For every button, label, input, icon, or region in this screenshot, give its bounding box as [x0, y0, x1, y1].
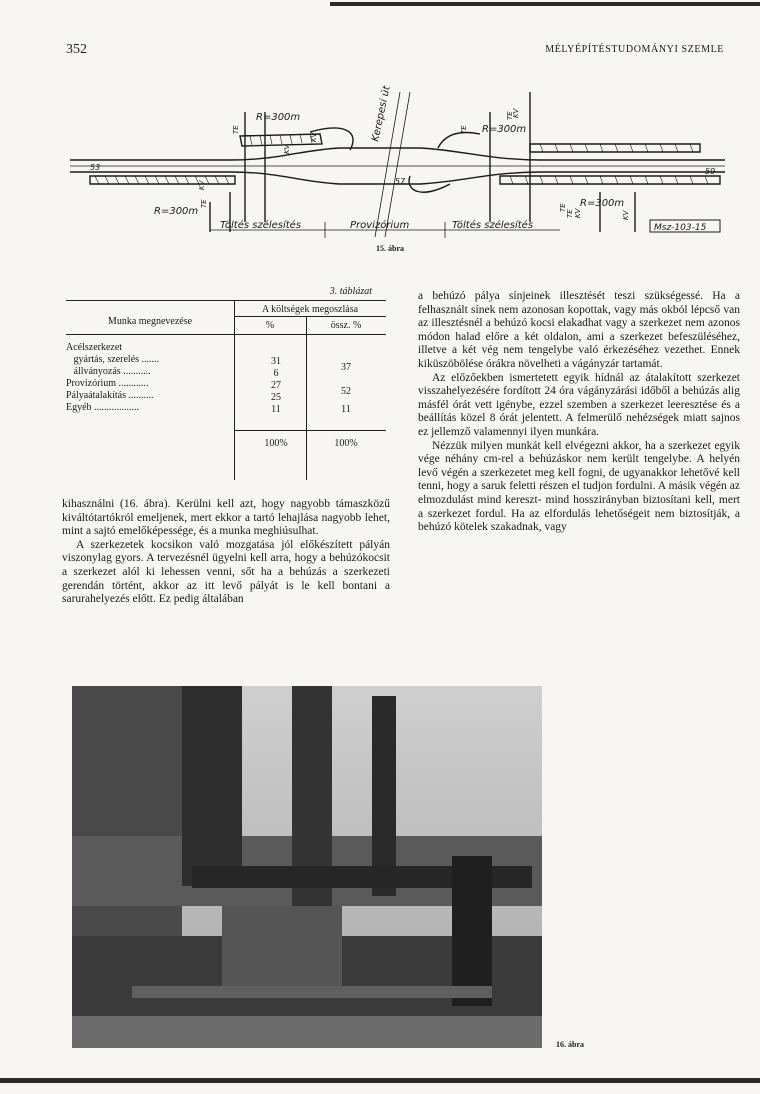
journal-title: MÉLYÉPÍTÉSTUDOMÁNYI SZEMLE [545, 44, 724, 55]
kv-mark-b2: KV [574, 208, 582, 218]
te-mark-3: TE [200, 199, 208, 208]
kv-mark-4: KV [622, 210, 630, 220]
table-vrule-2 [306, 316, 307, 480]
segment-label-3: Töltés szélesítés [452, 220, 534, 231]
te-mark-1: TE [232, 125, 240, 134]
bottom-rule [0, 1078, 760, 1083]
left-column [62, 498, 390, 607]
radius-label-top-left: R=300m [256, 112, 301, 123]
road-label: Kerepesi út [370, 85, 393, 143]
te-mark-b2: TE [566, 209, 574, 218]
right-column [418, 290, 740, 535]
page-number: 352 [66, 42, 87, 57]
te-mark-2: TE [460, 125, 468, 134]
km-label-left: 53 [90, 163, 101, 172]
kv-mark-3: KV [198, 180, 206, 190]
table-3: 3. táblázat Munka megnevezése A költségek megoszlása % össz. % Acélszerkezet gyártás, szerelés ....... 31 37 állványozás ........... 6 Provizórium ............ 27 52 Pályaátalakítás .......... 25 Egyéb .................. 11 11 100% 100% [66, 286, 386, 486]
kv-mark-2: KV [512, 108, 520, 118]
figure-15-caption: 15. ábra [376, 244, 404, 253]
kv-mark-b1: KV [310, 132, 318, 142]
track-diagram-svg [60, 72, 730, 252]
km-label-right: 59 [705, 167, 716, 176]
radius-label-bottom-left: R=300m [154, 206, 199, 217]
left-paragraph-1: kihasználni (16. ábra). Kerülni kell azt, hogy nagyobb támaszközű kiváltótartókról emeljenek, mert ekkor a tartó lehajlása nagyobb lehet, mint a sajtó emelőképessége, és a munka meghiúsulhat. [62, 498, 390, 538]
right-paragraph-1: a behúzó pálya sínjeinek illesztését teszi szükségessé. Ha a felhasznált sínek nem azonosan kopottak, vagy más okból lépcső van az illesztésnél a behúzó kocsi elakadhat vagy a szerkezet nem azonos módon halad előre a két oldalon, ami a szerkezet befeszüléséhez, illetve a két vég nem tengelybe való érkezéséhez vezethet. Ennek kiküszöbölése órákra növelheti a vágányzár tartamát. [418, 290, 740, 370]
header-work: Munka megnevezése [107, 316, 193, 327]
radius-label-bottom-right: R=300m [580, 198, 625, 209]
figure-16-caption: 16. ábra [556, 1040, 584, 1049]
table-sum-rule [234, 430, 386, 431]
right-paragraph-2: Az előzőekben ismertetett egyik hídnál az átalakított szerkezet visszahelyezésére fordított 24 óra vágányzárási időből a behúzás alig másfél órát vett igénybe, ezzel szemben a szerkezet leeresztése és a beállítás közel 8 órát jelentett. A felmerülő nehézségek miatt sajnos ez jellemző valamennyi ilyen munkára. [418, 371, 740, 438]
sum-pct: 100% [264, 438, 288, 449]
figure-16-photo [72, 686, 542, 1048]
figure-15-track-diagram [60, 72, 730, 252]
drawing-code: Msz-103-15 [654, 223, 707, 233]
left-paragraph-2: A szerkezetek kocsikon való mozgatása jól előkészített pályán viszonylag gyors. A tervezésnél ügyelni kell arra, hogy a behúzókocsit a szerkezet alól ki lehessen venni, sőt ha a behúzás a szerkezeti gerendán történt, akkor az itt levő pályát is le kell bontani a sarurahelyezés előtt. Ez pedig általában [62, 538, 390, 606]
top-rule [330, 2, 760, 6]
header-pct: % [265, 320, 275, 331]
km-label-mid: 57 [395, 177, 406, 186]
table-top-rule [66, 300, 386, 301]
sum-total: 100% [334, 438, 358, 449]
table-header-rule [66, 334, 386, 335]
right-paragraph-3: Nézzük milyen munkát kell elvégezni akkor, ha a szerkezet egyik vége néhány cm-rel a behúzáskor nem került tengelybe. A helyén levő végén a szerkezetet meg kell fogni, de ugyanakkor lehetővé kell tenni, hogy a saruk feletti részen el tudjon fordulni. A másik végén az elmozdulást mind kereszt- mind hosszirányban biztosítani kell, mert a szerkezet fordul. Ha az elfordulás lehetőségeit nem biztosítják, a behúzó kötelek szakadnak, vagy [418, 439, 740, 534]
te-mark-4: TE [559, 203, 567, 212]
te-mark-b1: TE [506, 111, 514, 120]
table-label: 3. táblázat [329, 286, 372, 297]
radius-label-top-right: R=300m [482, 124, 527, 135]
header-total: össz. % [330, 320, 362, 331]
page-header [66, 42, 724, 58]
kv-mark-1: KV [283, 144, 291, 154]
photo-illustration [72, 686, 542, 1048]
segment-label-2: Provizórium [350, 220, 410, 231]
segment-label-1: Töltés szélesítés [220, 220, 302, 231]
header-cost: A költségek megoszlása [261, 304, 359, 315]
table-mid-rule [234, 316, 386, 317]
